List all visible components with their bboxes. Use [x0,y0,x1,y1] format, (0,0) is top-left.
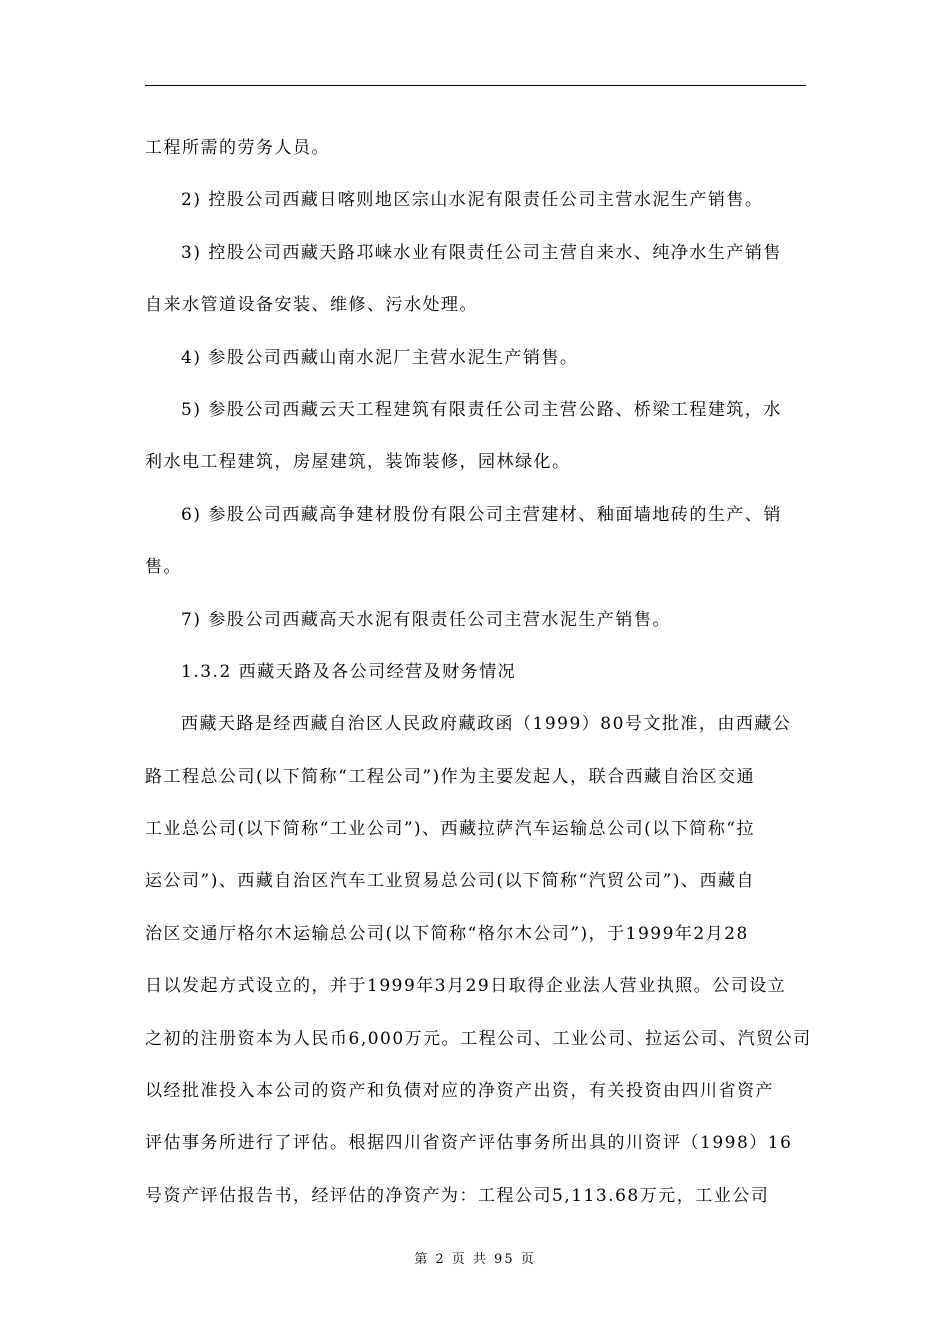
text-line: 7) 参股公司西藏高天水泥有限责任公司主营水泥生产销售。 [181,609,671,630]
text-line: 之初的注册资本为人民币6,000万元。工程公司、工业公司、拉运公司、汽贸公司 [145,1028,812,1049]
text-line: 以经批准投入本公司的资产和负债对应的净资产出资，有关投资由四川省资产 [145,1081,774,1102]
text-line: 利水电工程建筑，房屋建筑，装饰装修，园林绿化。 [145,452,571,473]
header-rule [145,85,806,86]
text-line: 西藏天路是经西藏自治区人民政府藏政函（1999）80号文批准，由西藏公 [181,714,792,735]
page-footer: 第 2 页 共 95 页 [414,1252,536,1267]
text-line: 工业总公司(以下简称“工业公司”)、西藏拉萨汽车运输总公司(以下简称“拉 [145,819,755,840]
text-line: 3) 控股公司西藏天路邛崃水业有限责任公司主营自来水、纯净水生产销售 [181,242,782,263]
text-line: 号资产评估报告书，经评估的净资产为：工程公司5,113.68万元，工业公司 [145,1185,770,1206]
text-line: 日以发起方式设立的，并于1999年3月29日取得企业法人营业执照。公司设立 [145,976,787,997]
text-line: 运公司”)、西藏自治区汽车工业贸易总公司(以下简称“汽贸公司”)、西藏自 [145,871,755,892]
text-line: 工程所需的劳务人员。 [145,138,330,158]
text-line: 售。 [145,557,182,578]
page-body [145,130,812,1230]
section-heading: 1.3.2 西藏天路及各公司经营及财务情况 [181,661,517,682]
text-line: 4) 参股公司西藏山南水泥厂主营水泥生产销售。 [181,347,579,368]
text-line: 路工程总公司(以下简称“工程公司”)作为主要发起人，联合西藏自治区交通 [145,766,756,787]
text-line: 评估事务所进行了评估。根据四川省资产评估事务所出具的川资评（1998）16 [145,1133,793,1154]
text-line: 2) 控股公司西藏日喀则地区宗山水泥有限责任公司主营水泥生产销售。 [181,190,764,211]
text-line: 自来水管道设备安装、维修、污水处理。 [145,295,478,316]
text-line: 6) 参股公司西藏高争建材股份有限公司主营建材、釉面墙地砖的生产、销 [181,504,782,525]
text-line: 治区交通厅格尔木运输总公司(以下简称“格尔木公司”)，于1999年2月28 [145,923,749,944]
text-line: 5) 参股公司西藏云天工程建筑有限责任公司主营公路、桥梁工程建筑，水 [181,399,782,420]
